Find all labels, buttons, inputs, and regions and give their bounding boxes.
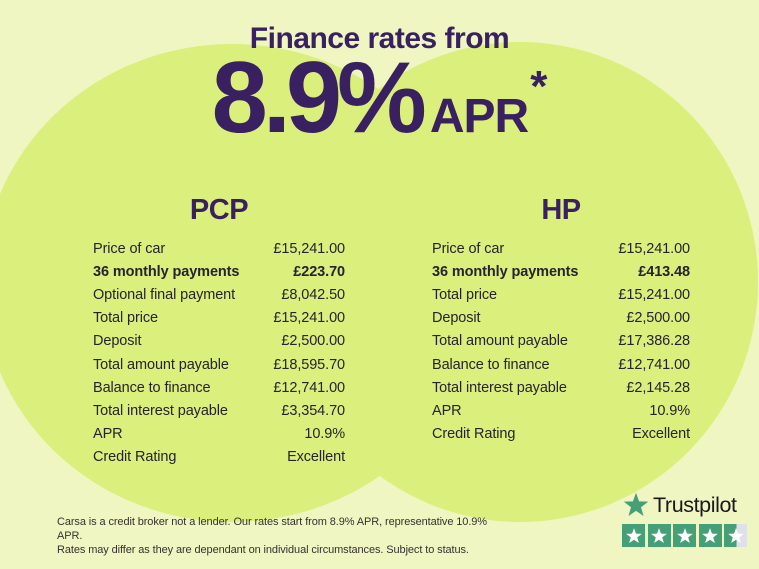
row-label: Total amount payable: [432, 333, 568, 350]
row-label: Price of car: [93, 240, 166, 257]
rate-asterisk: *: [530, 62, 548, 111]
row-value: £17,386.28: [618, 333, 690, 350]
rate-suffix: APR: [429, 90, 529, 143]
trustpilot-wordmark: Trustpilot: [653, 492, 737, 517]
row-label: Credit Rating: [432, 426, 516, 443]
table-row: [432, 283, 690, 306]
pcp-rows: [93, 237, 345, 469]
row-value: £2,145.28: [626, 379, 690, 396]
rate-line: [0, 42, 759, 154]
rating-star-full: [699, 524, 722, 547]
row-value: £8,042.50: [281, 286, 345, 303]
row-value: £15,241.00: [618, 286, 690, 303]
table-row: [93, 423, 345, 446]
disclaimer-line-2: Rates may differ as they are dependant on individual circumstances. Subject to status.: [57, 543, 469, 556]
table-row: [432, 399, 690, 422]
row-label: APR: [432, 402, 462, 419]
row-label: Price of car: [432, 240, 505, 257]
row-label: Total interest payable: [93, 402, 228, 419]
row-value: £2,500.00: [626, 310, 690, 327]
row-label: Balance to finance: [93, 379, 211, 396]
table-row: [432, 307, 690, 330]
banner-title: Finance rates from: [249, 22, 510, 55]
pcp-table: [93, 196, 345, 469]
row-value: £15,241.00: [273, 240, 345, 257]
table-row: [432, 330, 690, 353]
row-label: Deposit: [432, 310, 481, 327]
row-value: £223.70: [293, 263, 345, 280]
table-row: [93, 376, 345, 399]
star-icon: [650, 527, 668, 545]
banner-header: [0, 0, 759, 154]
star-icon: [625, 527, 643, 545]
rating-star-full: [673, 524, 696, 547]
hp-heading: HP: [541, 194, 581, 226]
row-label: Total price: [432, 286, 497, 303]
row-value: 10.9%: [304, 426, 345, 443]
table-row: [93, 446, 345, 469]
pcp-heading: PCP: [189, 194, 249, 226]
star-icon: [727, 527, 745, 545]
row-label: Total price: [93, 310, 158, 327]
rating-star-full: [622, 524, 645, 547]
row-value: Excellent: [632, 426, 690, 443]
disclaimer-text: [57, 516, 487, 557]
row-value: £15,241.00: [618, 240, 690, 257]
row-label: Optional final payment: [93, 286, 236, 303]
hp-rows: [432, 237, 690, 446]
trustpilot-star-icon: [622, 491, 650, 519]
row-value: £12,741.00: [618, 356, 690, 373]
row-label: 36 monthly payments: [93, 263, 240, 280]
row-label: Total interest payable: [432, 379, 567, 396]
table-row: [432, 423, 690, 446]
trustpilot-rating-stars: [622, 524, 750, 547]
table-row: [432, 353, 690, 376]
table-row: [432, 237, 690, 260]
hp-table: [432, 196, 690, 446]
row-value: 10.9%: [649, 402, 690, 419]
table-row: [432, 376, 690, 399]
row-label: APR: [93, 426, 123, 443]
table-row: [93, 330, 345, 353]
trustpilot-logo: [622, 490, 750, 520]
row-value: £15,241.00: [273, 310, 345, 327]
star-icon: [701, 527, 719, 545]
row-value: Excellent: [287, 449, 345, 466]
star-icon: [676, 527, 694, 545]
rate-value: 8.9%: [211, 42, 422, 154]
row-value: £12,741.00: [273, 379, 345, 396]
row-value: £18,595.70: [273, 356, 345, 373]
row-label: Deposit: [93, 333, 142, 350]
table-row: [93, 399, 345, 422]
row-label: 36 monthly payments: [432, 263, 579, 280]
row-value: £2,500.00: [281, 333, 345, 350]
table-row: [93, 283, 345, 306]
trustpilot-badge: [622, 490, 750, 547]
row-label: Total amount payable: [93, 356, 229, 373]
disclaimer-line-1: Carsa is a credit broker not a lender. Our rates start from 8.9% APR, representative 10.9% APR.: [57, 516, 487, 542]
row-label: Credit Rating: [93, 449, 177, 466]
row-value: £3,354.70: [281, 402, 345, 419]
table-row: [93, 307, 345, 330]
table-row: [93, 260, 345, 283]
rating-star-full: [648, 524, 671, 547]
table-row: [432, 260, 690, 283]
row-label: Balance to finance: [432, 356, 550, 373]
table-row: [93, 237, 345, 260]
row-value: £413.48: [638, 263, 690, 280]
rating-star-partial: [724, 524, 747, 547]
table-row: [93, 353, 345, 376]
